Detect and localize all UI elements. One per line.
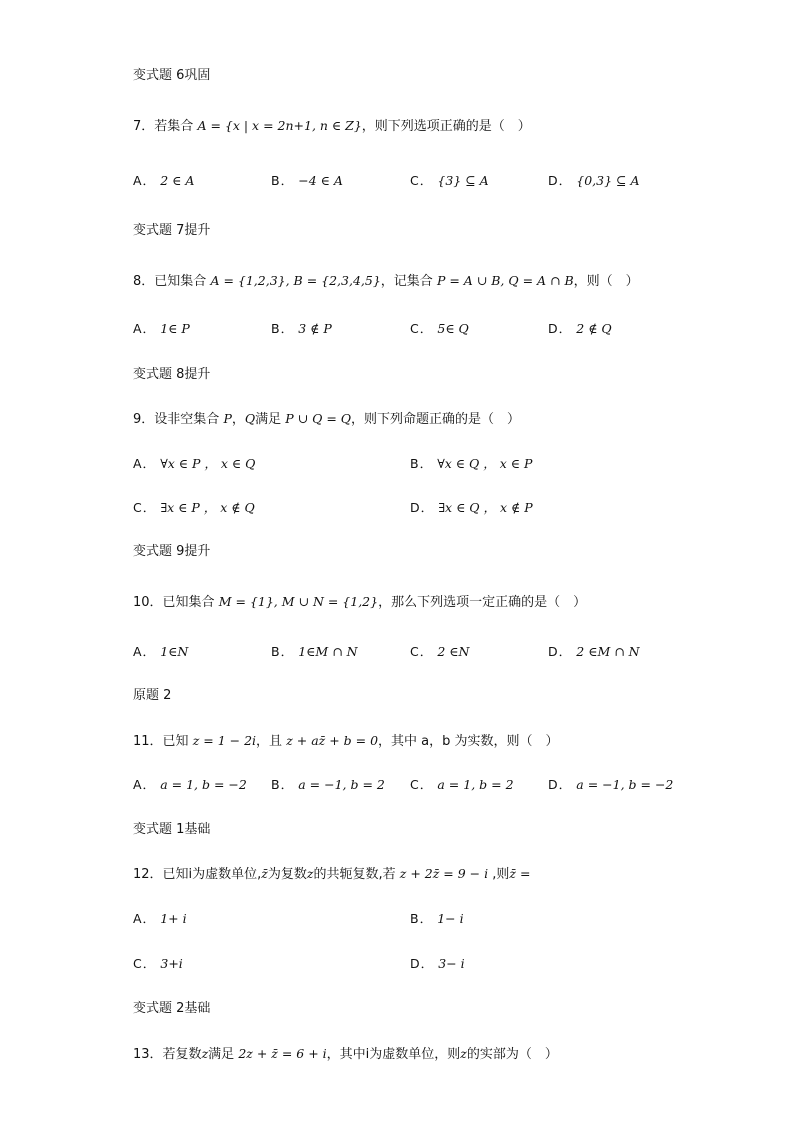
option-b: B． 3 ∉ P [271, 321, 332, 336]
option-b: B． 1− i [410, 911, 464, 926]
section-heading: 变式题 6巩固 [133, 68, 211, 83]
question-number: 11． [133, 734, 163, 749]
question-number: 10． [133, 595, 163, 610]
question-number: 8． [133, 274, 155, 289]
option-c: C． ∃x ∈ P ， x ∉ Q [133, 500, 255, 515]
option-d: D． 2 ∉ Q [548, 321, 612, 336]
section-heading: 变式题 2基础 [133, 1001, 211, 1016]
option-a: A． ∀x ∈ P ， x ∈ Q [133, 456, 256, 471]
section-heading: 变式题 7提升 [133, 223, 211, 238]
option-c: C． 2 ∈N [410, 644, 470, 659]
option-a: A． 1∈ P [133, 321, 190, 336]
question-number: 7． [133, 119, 155, 134]
question-13-stem: 13．若复数z满足 2z + z̄ = 6 + i，其中i为虚数单位，则z的实部为（ ） [133, 1046, 558, 1062]
section-heading: 变式题 8提升 [133, 367, 211, 382]
option-c: C． 5∈ Q [410, 321, 469, 336]
option-a: A． 1+ i [133, 911, 187, 926]
option-d: D． {0,3} ⊆ A [548, 173, 640, 188]
option-b: B． ∀x ∈ Q ， x ∈ P [410, 456, 533, 471]
question-number: 9． [133, 412, 155, 427]
question-9-stem: 9．设非空集合 P，Q满足 P ∪ Q = Q，则下列命题正确的是（ ） [133, 411, 521, 427]
option-c: C． 3+i [133, 956, 183, 971]
question-10-stem: 10．已知集合 M = {1}, M ∪ N = {1,2}，那么下列选项一定正确的是（ ） [133, 594, 587, 610]
section-heading: 变式题 1基础 [133, 822, 211, 837]
option-b: B． a = −1, b = 2 [271, 777, 385, 792]
math-expression: A = {1,2,3}, B = {2,3,4,5} [210, 273, 381, 288]
question-8-stem: 8．已知集合 A = {1,2,3}, B = {2,3,4,5}，记集合 P = A ∪ B, Q = A ∩ B，则（ ） [133, 273, 639, 289]
option-b: B． −4 ∈ A [271, 173, 343, 188]
option-a: A． a = 1, b = −2 [133, 777, 247, 792]
question-number: 13． [133, 1047, 163, 1062]
option-d: D． ∃x ∈ Q ， x ∉ P [410, 500, 533, 515]
question-7-stem: 7．若集合 A = {x | x = 2n+1, n ∈ Z}，则下列选项正确的是（ ） [133, 118, 531, 134]
option-c: C． a = 1, b = 2 [410, 777, 514, 792]
question-11-stem: 11．已知 z = 1 − 2i，且 z + az̄ + b = 0，其中 a，b 为实数，则（ ） [133, 733, 559, 749]
option-d: D． 3− i [410, 956, 465, 971]
math-expression: P = A ∪ B, Q = A ∩ B [436, 273, 574, 288]
section-heading: 原题 2 [133, 688, 172, 703]
option-c: C． {3} ⊆ A [410, 173, 489, 188]
option-a: A． 1∈N [133, 644, 189, 659]
section-heading: 变式题 9提升 [133, 544, 211, 559]
question-12-stem: 12．已知i为虚数单位,z̄为复数z的共轭复数,若 z + 2z̄ = 9 − i ,则z̄ = [133, 866, 531, 882]
math-expression: A = {x | x = 2n+1, n ∈ Z} [197, 118, 362, 133]
option-b: B． 1∈M ∩ N [271, 644, 358, 659]
option-a: A． 2 ∈ A [133, 173, 195, 188]
option-d: D． 2 ∈M ∩ N [548, 644, 640, 659]
question-number: 12． [133, 867, 163, 882]
option-d: D． a = −1, b = −2 [548, 777, 674, 792]
